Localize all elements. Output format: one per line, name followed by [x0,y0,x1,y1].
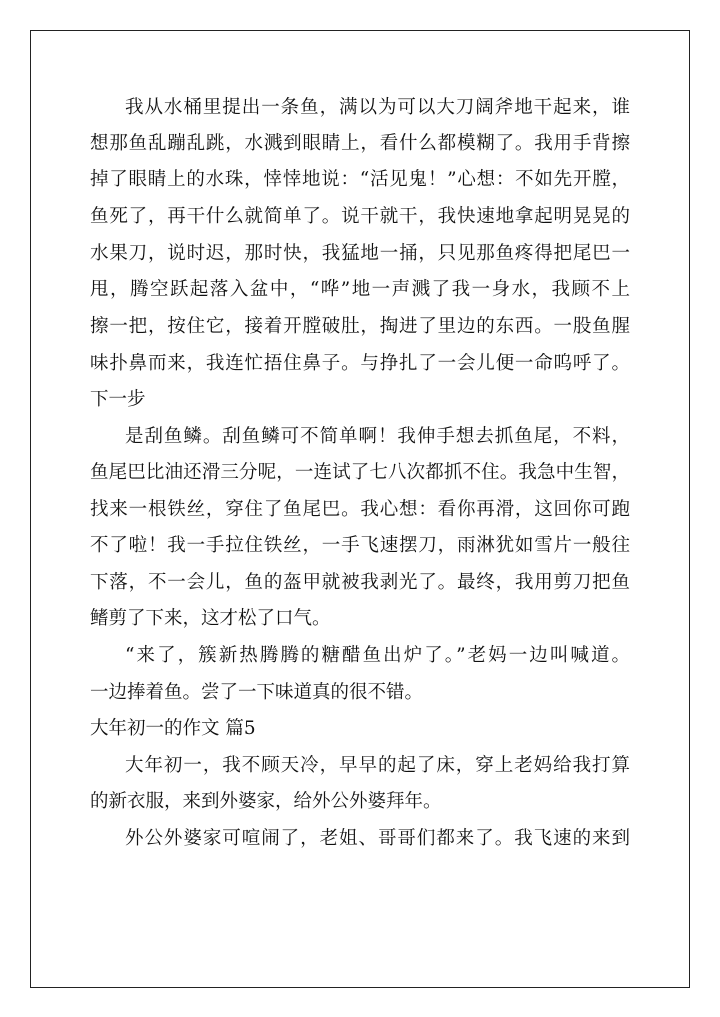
text-line-7: 擦一把，按住它，接着开膛破肚，掏进了里边的东西。一股鱼腥 [90,316,630,337]
text-line-11: 鱼尾巴比油还滑三分呢，一连试了七八次都抓不住。我急中生智， [90,462,630,483]
text-line-2: 想那鱼乱蹦乱跳，水溅到眼睛上，看什么都模糊了。我用手背擦 [90,133,630,154]
text-line-14: 下落，不一会儿，鱼的盔甲就被我剥光了。最终，我用剪刀把鱼 [90,572,630,593]
text-line-15: 鳍剪了下来，这才松了口气。 [90,608,331,629]
text-line-6: 甩，腾空跃起落入盆中，“哗”地一声溅了我一身水，我顾不上 [90,279,630,300]
text-line-9: 下一步 [90,389,146,410]
text-line-13: 不了啦！我一手拉住铁丝，一手飞速摆刀，雨淋犹如雪片一般往 [90,535,630,556]
text-line-19: 大年初一，我不顾天冷，早早的起了床，穿上老妈给我打算 [125,755,630,776]
section-heading: 大年初一的作文 篇5 [90,718,256,739]
text-line-10: 是刮鱼鳞。刮鱼鳞可不简单啊！我伸手想去抓鱼尾，不料， [125,426,630,447]
text-line-3: 掉了眼睛上的水珠，悻悻地说：“活见鬼！”心想：不如先开膛， [90,169,630,190]
text-line-20: 的新衣服，来到外婆家，给外公外婆拜年。 [90,791,442,812]
text-line-5: 水果刀，说时迟，那时快，我猛地一捅，只见那鱼疼得把尾巴一 [90,243,630,264]
text-line-4: 鱼死了，再干什么就简单了。说干就干，我快速地拿起明晃晃的 [90,206,630,227]
text-line-21: 外公外婆家可喧闹了，老姐、哥哥们都来了。我飞速的来到 [125,828,630,849]
text-line-8: 味扑鼻而来，我连忙捂住鼻子。与挣扎了一会儿便一命呜呼了。 [90,353,630,374]
text-line-17: 一边捧着鱼。尝了一下味道真的很不错。 [90,682,424,703]
text-line-1: 我从水桶里提出一条鱼，满以为可以大刀阔斧地干起来，谁 [125,97,630,118]
text-line-16: “来了，簇新热腾腾的糖醋鱼出炉了。”老妈一边叫喊道。 [125,645,630,666]
text-line-12: 找来一根铁丝，穿住了鱼尾巴。我心想：看你再滑，这回你可跑 [90,499,630,520]
